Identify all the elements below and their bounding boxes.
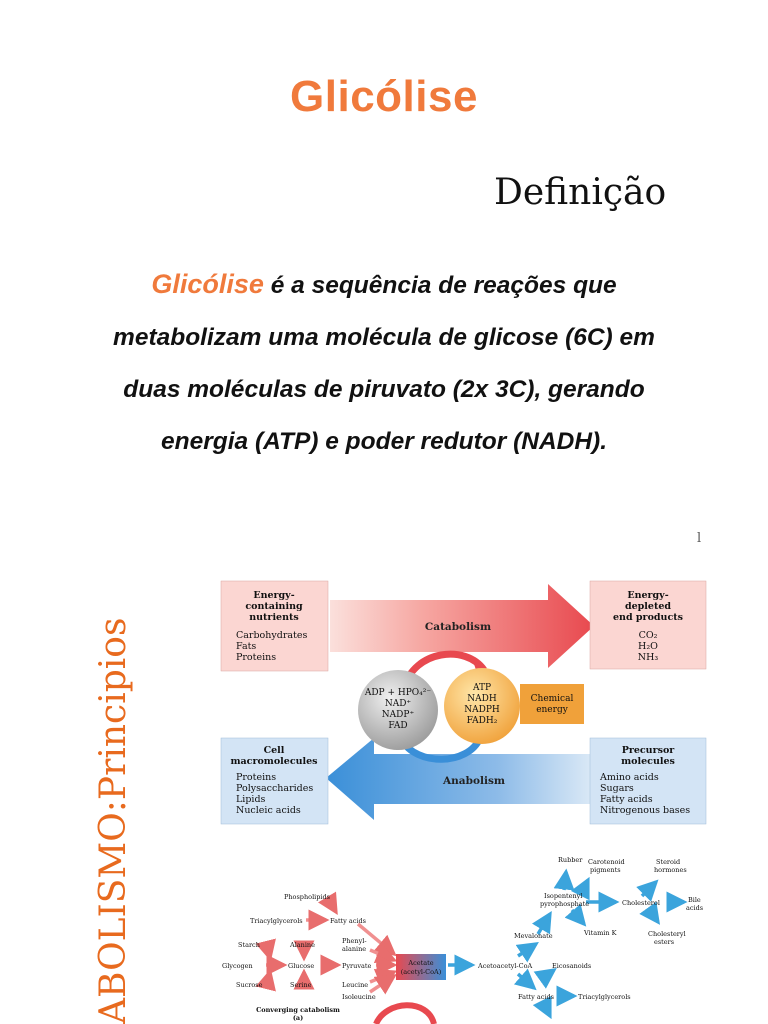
depleted-item-2: H₂O: [638, 641, 658, 652]
depleted-item-3: NH₃: [637, 652, 659, 663]
caption-line-2: (a): [292, 1014, 304, 1022]
depleted-box-title-3: end products: [613, 612, 683, 623]
energy-box-title-1: Energy-: [253, 590, 295, 601]
vitamin-k-label: Vitamin K: [584, 929, 617, 937]
converging-big-arc: [376, 1005, 434, 1024]
atp-line-3: NADPH: [464, 705, 500, 715]
bile-line-2: acids: [686, 904, 704, 912]
steroid-line-1: Steroid: [656, 858, 681, 866]
cell-box-title-2: macromolecules: [230, 756, 318, 767]
glucose-label: Glucose: [288, 962, 315, 970]
vertical-section-label: ABOLISMO:Principios: [93, 617, 134, 1024]
energy-box-title-2: containing: [245, 601, 303, 612]
cell-item-1: Proteins: [236, 772, 277, 783]
cell-item-4: Nucleic acids: [236, 805, 301, 816]
definition-line-3: duas moléculas de piruvato (2x 3C), gerando: [123, 376, 645, 403]
glycogen-label: Glycogen: [222, 962, 253, 970]
rubber-label: Rubber: [558, 856, 583, 864]
definition-line-1-rest: é a sequência de reações que: [263, 272, 617, 299]
precursor-item-1: Amino acids: [600, 772, 659, 783]
definition-line-2: metabolizam uma molécula de glicose (6C) em: [113, 324, 655, 351]
depleted-box-title-1: Energy-: [627, 590, 669, 601]
precursor-item-3: Fatty acids: [600, 794, 653, 805]
precursor-box-title-2: molecules: [621, 756, 675, 767]
adp-line-2: NAD⁺: [384, 699, 412, 709]
energy-item-2: Fats: [236, 641, 257, 652]
pathways-diagram: [218, 850, 718, 1024]
mevalonate-label: Mevalonate: [514, 932, 553, 940]
energy-box-title-3: nutrients: [249, 612, 299, 623]
definition-paragraph: [40, 258, 728, 468]
bile-line-1: Bile: [688, 896, 701, 904]
catabolism-label: Catabolism: [424, 621, 492, 633]
eicosanoids-label: Eicosanoids: [552, 962, 592, 970]
adp-line-1: ADP + HPO₄²⁻: [364, 688, 432, 698]
chemical-energy-box: [520, 684, 584, 724]
cell-item-3: Lipids: [236, 794, 266, 805]
depleted-box-title-2: depleted: [624, 601, 672, 612]
slide-subtitle: Definição: [494, 172, 667, 213]
cholesterol-label: Cholesterol: [622, 899, 660, 907]
starch-label: Starch: [238, 941, 260, 949]
anabolism-label: Anabolism: [443, 775, 505, 787]
fatty-acids-right-label: Fatty acids: [518, 993, 554, 1001]
phospholipids-label: Phospholipids: [284, 893, 330, 901]
fatty-acids-label: Fatty acids: [330, 917, 366, 925]
precursor-item-2: Sugars: [600, 783, 634, 794]
adp-line-3: NADP⁺: [381, 710, 415, 720]
atp-line-4: FADH₂: [466, 716, 498, 726]
steroid-line-2: hormones: [654, 866, 687, 874]
cholesteryl-line-1: Cholesteryl: [648, 930, 686, 938]
acetoacetyl-label: Acetoacetyl-CoA: [478, 962, 533, 970]
definition-highlight: Glicólise: [151, 269, 264, 299]
metabolism-overview-diagram: [218, 578, 710, 828]
acetate-line-1: Acetate: [408, 959, 434, 967]
adp-line-4: FAD: [388, 721, 408, 731]
isoleucine-label: Isoleucine: [342, 993, 376, 1001]
carotenoid-line-1: Carotenoid: [588, 858, 625, 866]
chemical-energy-line-2: energy: [536, 705, 568, 715]
cell-box-title-1: Cell: [263, 745, 285, 756]
corner-mark: l: [697, 531, 702, 546]
precursor-box-title-1: Precursor: [621, 745, 675, 756]
slide-title: Glicólise: [290, 72, 478, 121]
atp-line-1: ATP: [472, 683, 492, 693]
isopentenyl-line-2: pyrophosphate: [540, 900, 590, 908]
precursor-item-4: Nitrogenous bases: [600, 805, 691, 816]
chemical-energy-line-1: Chemical: [530, 694, 574, 704]
isopentenyl-line-1: Isopentenyl: [544, 892, 583, 900]
converging-arrows: [266, 902, 394, 992]
acetate-box: [396, 954, 446, 980]
definition-line-1: [40, 258, 728, 312]
caption-line-1: Converging catabolism: [256, 1006, 340, 1014]
acetate-line-2: (acetyl-CoA): [400, 968, 442, 976]
sucrose-label: Sucrose: [236, 981, 263, 989]
energy-item-1: Carbohydrates: [236, 630, 308, 641]
triacylglycerols-right-label: Triacylglycerols: [578, 993, 631, 1001]
leucine-label: Leucine: [342, 981, 369, 989]
carotenoid-line-2: pigments: [590, 866, 621, 874]
energy-item-3: Proteins: [236, 652, 277, 663]
phenylalanine-line-2: alanine: [342, 945, 367, 953]
definition-line-4: energia (ATP) e poder redutor (NADH).: [160, 428, 607, 455]
depleted-item-1: CO₂: [638, 630, 658, 641]
triacylglycerols-label: Triacylglycerols: [250, 917, 303, 925]
serine-label: Serine: [290, 981, 312, 989]
atp-line-2: NADH: [467, 694, 497, 704]
cell-item-2: Polysaccharides: [236, 783, 314, 794]
cholesteryl-line-2: esters: [654, 938, 675, 946]
phenylalanine-line-1: Phenyl-: [342, 937, 367, 945]
alanine-label: Alanine: [290, 941, 315, 949]
pyruvate-label: Pyruvate: [342, 962, 372, 970]
